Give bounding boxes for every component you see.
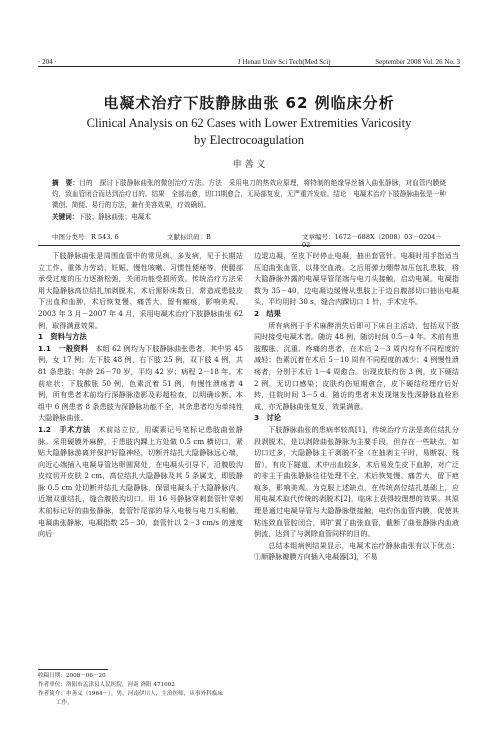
title-english-line-2: by Electrocoagulation: [193, 133, 305, 147]
title-english: [0, 115, 498, 149]
metadata-row: [52, 232, 446, 249]
footnote-divider: [38, 669, 108, 670]
general-data-paragraph: 本组 62 例均为下肢静脉曲张患者，其中男 45 例，女 17 例；左下肢 48 例，右下肢 25 例，双下肢 4 例，共 81 条患肢；年龄 26－70 岁，平均 42 岁；病程 2－18 年。术前症状：下肢酸胀 50 例，色素沉着 51 例，有慢性溃疡者 4 例，所有患者术前均行深静脉造影及彩超检查，以明确诊断。本组中 6 例患者 8 条患肢为深静脉功能不全，其余患者均为单纯性大隐静脉曲张。: [38, 343, 243, 423]
journal-name: J Henan Univ Sci Tech(Med Sci): [238, 58, 331, 66]
subsection-heading-1-1: 1.1 一般资料: [38, 343, 89, 353]
title-english-line-1: Clinical Analysis on 62 Cases with Lower Extremities Varicosity: [86, 116, 412, 130]
section-heading-3: 3 讨论: [254, 413, 281, 423]
keywords-label: 关键词：: [52, 212, 79, 221]
footnotes: [38, 672, 243, 708]
clc-number: 中图分类号：R 543. 6: [52, 233, 119, 241]
author: 申 善 义: [232, 160, 266, 170]
received-date: 收稿日期：2008－06－20: [38, 673, 106, 679]
keywords: 下肢；静脉曲张；电凝术: [78, 212, 151, 221]
method-paragraph: 术前站立位，用碳素记号笔标记患肢曲张静脉。采用硬膜外麻醉，于患肢内踝上方处做 0.5 cm 横切口，紧贴大隐静脉游离并保护好隐神经，切断并结扎大隐静脉远心端，向近心端插入电凝导管达卵圆窝处，在电凝头引导下，沿腹股沟皮纹切开皮肤 2 cm，高位结扎大隐静脉及其 5 条属支，即股静脉 0.5 cm 处切断并结扎大隐静脉，保留电凝头于大隐静脉内，近端双重结扎，缝合腹股沟切口。用 16 号静脉穿刺套管针穿刺术前标记好的曲张静脉，套管针尾部的导入电极与电刀头相触，电凝曲张静脉，电凝指数 25－30，套管针以 2－3 cm/s 的速度向后: [38, 424, 244, 539]
title-chinese: 电凝术治疗下肢静脉曲张 62 例临床分析: [103, 94, 395, 112]
results-paragraph: 所有病例于手术麻醉消失后即可下床自主活动，包括双下肢同时接受电凝术者。随访 48 例，随访时间 0.5－4 年。术前有患肢酸胀、沉重、疼痛的患者，在术后 2－3 周内均有不同程度的减轻；色素沉着在术后 5－10 周有不同程度的减少；4 例慢性溃疡者，分别于术后 1－4 周愈合。出现皮肤灼伤 3 例，皮下硬结 2 例，无切口感染；皮肤灼伤短期愈合，皮下硬结经理疗后好转，住院时间 3－5 d。随访的患者未发现继发性深静脉血栓形成，亦无静脉曲张复发，效果满意。: [254, 320, 459, 411]
author-bio-continued: 工作。: [55, 700, 73, 706]
right-column: [254, 250, 459, 563]
intro-paragraph: 下肢静脉曲张是周围血管中的常见病、多发病，见于长期站立工作、重体力劳动、妊娠、慢性咳嗽、习惯性便秘等，使腿部承受过度的压力逐渐松弛，关闭功能受损所致。传统治疗方法采用大隐静脉高位结扎加剥脱术，术后需卧床数日，常造成患肢皮下出血和血肿，术后恢复慢、痛苦大，留有瘢痕，影响美观。2003 年 3 月－2007 年 4 月，采用电凝术治疗下肢静脉曲张 62 例，取得满意效果。: [38, 251, 243, 330]
article-number: 文章编号：1672－688X（2008）03－0204－02: [302, 233, 442, 249]
section-heading-1: 1 资料与方法: [38, 332, 87, 342]
abstract: [52, 178, 446, 223]
method-continued-paragraph: 边退边凝，至皮下时停止电凝，抽出套管针。电凝时用手指适当压迫曲张血管，以排空血液。之后用弹力绷带加压包扎患肢，将大隐静脉外露的电凝导管尾端与电刀头接触，启动电凝。电凝指数为 35－40，边电凝边缓慢从患肢上于边自腹部切口抽出电凝头，平均用时 30 s，缝合内踝切口 1 针，手术完毕。: [254, 251, 459, 307]
issue-date: September 2008 Vol. 26 No. 3: [375, 58, 460, 66]
page-number: · 204 ·: [38, 58, 57, 66]
abstract-label: 摘 要：: [52, 179, 80, 187]
discussion-paragraph-1: 下肢静脉曲张的患病率较高[1]，传统治疗方法是高位结扎分段剥脱术，是以剥除曲张静脉为主要手段，但存在一些缺点，如切口过多，大隐静脉主干剥脱不全（在抽剥主干时，易断裂、残留），有皮下隧道，术中出血较多，术后易发生皮下血肿，对广泛的非主干曲张静脉往往处理不全，术后恢复慢、痛苦大，留下疤痕多，影响美观。为克服上述缺点，在传统高位结扎基础上，应用电凝术取代传统的剥脱术[2]，临床上获得较理想的效果。其原理是通过电凝导管与大隐静脉壁接触，电灼伤血管内膜，促使其粘连致血管腔闭合，即扩置了曲张血管，截断了曲张静脉内血液倒流，达到了与剥除血管同样的目的。: [254, 424, 459, 539]
discussion-paragraph-2: 总结本组病例结果显示，电凝术治疗静脉曲张有以下优点：①顺静脉瓣膜方向插入电凝器[3]，不易: [254, 540, 459, 562]
subsection-heading-1-2: 1.2 手术方法: [38, 424, 91, 434]
section-heading-2: 2 结果: [254, 308, 281, 318]
author-affiliation: 作者单位：洛阳市孟津县人民医院，河南 洛阳 471002: [38, 682, 175, 688]
author-bio: 作者简介：申善义（1964－），男，河南伊川人，主治医师，从事外科临床: [38, 691, 223, 697]
running-head: [38, 52, 460, 67]
header-divider: [38, 245, 460, 246]
abstract-text: 目的 探讨下肢静脉曲张的微创治疗方法。方法 采用电刀的热效应原理，将特制的绝缘导丝插入曲张静脉，对血管内膜烧灼，致血管闭合而达到治疗目的。结果 全部治愈，切口Ⅰ期愈合，无局部复发，无严重并发症。结论 电凝术治疗下肢静脉曲张是一种微创、简便、易行的方法，兼有美容效果，疗效确切。: [52, 179, 446, 210]
document-code: 文献标识码：B: [167, 233, 211, 241]
left-column: [38, 250, 243, 540]
